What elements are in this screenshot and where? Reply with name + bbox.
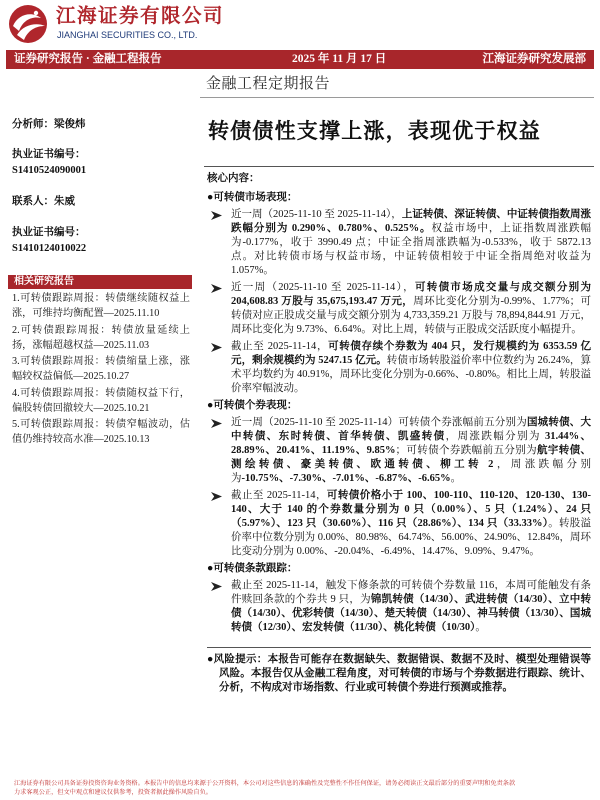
bullet-text	[231, 489, 591, 559]
bullet-text-normal: 截止至 2025-11-14，触发下修条款的可转债个券数量 116，本周可能触发有条件赎回条款的个券共 9 只，为	[231, 580, 591, 605]
bullet-text	[231, 579, 591, 635]
contact-cert-label: 执业证书编号：	[12, 227, 86, 238]
bullet-text-bold: 上证转债、深证转债、中证转债指数周涨跌幅分别为 0.290%、0.780%、0.525%。	[231, 209, 591, 234]
bullet-item	[207, 208, 591, 278]
arrow-bullet-icon	[207, 281, 231, 337]
bullet-item	[207, 489, 591, 559]
bullet-item	[207, 579, 591, 635]
bullet-text-normal: 近一周（2025-11-10 至 2025-11-14），	[231, 209, 402, 220]
banner-department: 江海证券研究发展部	[482, 53, 586, 65]
bullet-text-normal: 转债市场转股溢价率中位数约为 26.24%，算术平均数约为 40.91%，周环比变化分别为-0.66%、-0.80%。相比上周，转股溢价率窄幅波动。	[231, 355, 591, 394]
bullet-text-normal: ；可转债个券跌幅前五分别为	[395, 445, 537, 456]
bullet-text	[231, 340, 591, 396]
related-reports-list	[12, 291, 190, 449]
analyst-name: 梁俊炜	[54, 119, 86, 130]
related-report-item: 4.可转债跟踪周报：转债随权益下行，偏股转债回撤较大—2025.10.21	[12, 387, 190, 414]
related-report-item: 2.可转债跟踪周报：转债放量延续上扬，涨幅超越权益—2025.11.03	[12, 324, 190, 351]
risk-text: 本报告可能存在数据缺失、数据错误、数据不及时、模型处理错误等风险。本报告仅从金融工程角度，对可转债的市场与个券数据进行跟踪、统计、分析，不构成对市场指数、行业或可转债个券进行预测或推荐。	[219, 654, 592, 693]
section-heading-individual: ●可转债个券表现：	[207, 400, 298, 411]
analyst-cert-number: S1410524090001	[12, 165, 87, 176]
bullet-text-normal: 截止至 2025-11-14，	[231, 341, 329, 352]
bullet-text-normal: 周环比变化分别为-0.99%、1.77%；可转债对应正股成交量与成交额分别为 4,733,359.21 万股与 78,894,844.91 万元，周环比变化为 9.73%、6.64%。对比上周，转债与正股成交活跃度小幅提升。	[231, 296, 591, 335]
contact-label: 联系人：	[12, 196, 54, 207]
bullet-text-normal: 截止至 2025-11-14，	[231, 490, 327, 501]
bullet-text-bold: 锦凯转债（14/30）、武进转债（14/30）、立中转债（14/30）、优彩转债（14/30）、楚天转债（14/30）、神马转债（13/30）、国城转债（12/30）、宏发转债（11/30）、桃化转债（10/30）	[231, 594, 591, 633]
contact-cert-number: S1410124010022	[12, 243, 87, 254]
bullet-text-bold: -10.75%、-7.30%、-7.01%、-6.87%、-6.65%	[241, 473, 451, 484]
related-report-item: 5.可转债跟踪周报：转债窄幅波动，估值仍维持较高水准—2025.10.13	[12, 419, 190, 445]
arrow-bullet-icon	[207, 208, 231, 278]
arrow-bullet-icon	[207, 489, 231, 559]
bullet-item	[207, 340, 591, 396]
risk-label: ●风险提示：	[207, 654, 268, 665]
bullet-text-normal: 近一周（2025-11-10 至 2025-11-14），	[231, 282, 415, 293]
bullet-text-normal: 权益市场中，上证指数周涨跌幅为-0.177%，收于 3990.49 点；中证全指周涨跌幅为-0.533%，收于 5872.13 点。对比转债市场与权益市场，中证转债相较于中证全指周绝对收益为 1.057%。	[231, 223, 592, 276]
jianghai-logo-icon	[6, 3, 50, 45]
section-heading-market: ●可转债市场表现：	[207, 192, 298, 203]
bullet-item	[207, 281, 591, 337]
arrow-bullet-icon	[207, 416, 231, 486]
bullet-text-bold: 可转债市场成交量与成交额分别为 204,608.83 万股与 35,675,193.47 万元，	[231, 282, 591, 307]
core-content-label: 核心内容：	[207, 173, 260, 184]
bullet-text-bold: 航宇转债、测绘转债、豪美转债、欧通转债、柳工转 2	[231, 445, 592, 470]
report-type: 金融工程定期报告	[206, 76, 331, 92]
contact-line	[12, 195, 75, 209]
banner-report-category: 证券研究报告 · 金融工程报告	[14, 53, 162, 65]
risk-warning	[207, 653, 591, 695]
report-title: 转债债性支撑上涨，表现优于权益	[208, 119, 541, 143]
report-type-divider	[200, 97, 594, 98]
bullet-text	[231, 281, 591, 337]
title-divider	[204, 166, 594, 167]
section-heading-terms: ●可转债条款跟踪：	[207, 563, 298, 574]
analyst-line	[12, 118, 86, 132]
contact-name: 朱威	[54, 196, 75, 207]
risk-divider	[207, 647, 591, 648]
arrow-bullet-icon	[207, 579, 231, 635]
arrow-bullet-icon	[207, 340, 231, 396]
banner-date: 2025 年 11 月 17 日	[292, 53, 387, 65]
bullet-item	[207, 416, 591, 486]
footer-line: 江海证券有限公司具备证券投资咨询业务资格。本报告中的信息均来源于公开资料，本公司对这些信息的准确性及完整性不作任何保证，请务必阅读正文最后部分的重要声明和免责条款	[14, 780, 516, 787]
company-name-en: JIANGHAI SECURITIES CO., LTD.	[57, 30, 198, 40]
core-content	[207, 172, 591, 695]
header-banner	[6, 50, 594, 69]
bullet-text	[231, 208, 591, 278]
bullet-text-bold: 可转债存续个券数为 404 只，发行规模约为 6353.59 亿元，剩余规模约为 5247.15 亿元。	[231, 341, 591, 366]
analyst-cert-label: 执业证书编号：	[12, 149, 86, 160]
bullet-text-normal: 。转股溢价率中位数分别为 0.00%、80.98%、64.74%、56.00%、24.90%、12.84%，周环比变动分别为 0.00%、-20.04%、-6.49%、14.47%、9.09%、9.47%。	[231, 518, 592, 557]
bullet-text-normal: 近一周（2025-11-10 至 2025-11-14）可转债个券涨幅前五分别为	[231, 417, 527, 428]
related-report-item: 3.可转债跟踪周报：转债缩量上涨，涨幅较权益偏低—2025.10.27	[12, 356, 190, 382]
footer-line: 力求客观公正，但文中观点和建议仅供参考，投资者据此操作风险自负。	[14, 789, 212, 796]
related-reports-title: 相关研究报告	[8, 275, 192, 289]
footer-disclaimer	[14, 779, 589, 797]
company-name-cn: 江海证券有限公司	[56, 6, 225, 27]
bullet-text-normal: ，周涨跌幅分别为	[231, 459, 592, 484]
bullet-text-bold: 31.44%、28.89%、20.41%、11.19%、9.85%	[231, 431, 592, 456]
bullet-text-bold: 国城转债、大中转债、东时转债、首华转债、凯盛转债	[231, 417, 592, 442]
related-report-item: 1.可转债跟踪周报：转债继续随权益上涨，可维持均衡配置—2025.11.10	[12, 293, 190, 319]
bullet-text-normal: ，周涨跌幅分别为	[445, 431, 545, 442]
bullet-text	[231, 416, 591, 486]
bullet-text-bold: 可转债价格小于 100、100-110、110-120、120-130、130-140、大于 140 的个券数量分别为 0 只（0.00%）、5 只（1.24%）、24 只（5.97%）、123 只（30.60%）、116 只（28.86%）、134 只（33.33%）	[231, 490, 591, 529]
bullet-text-normal: 。	[475, 622, 486, 633]
analyst-label: 分析师：	[12, 119, 54, 130]
bullet-text-normal: 。	[450, 473, 462, 484]
